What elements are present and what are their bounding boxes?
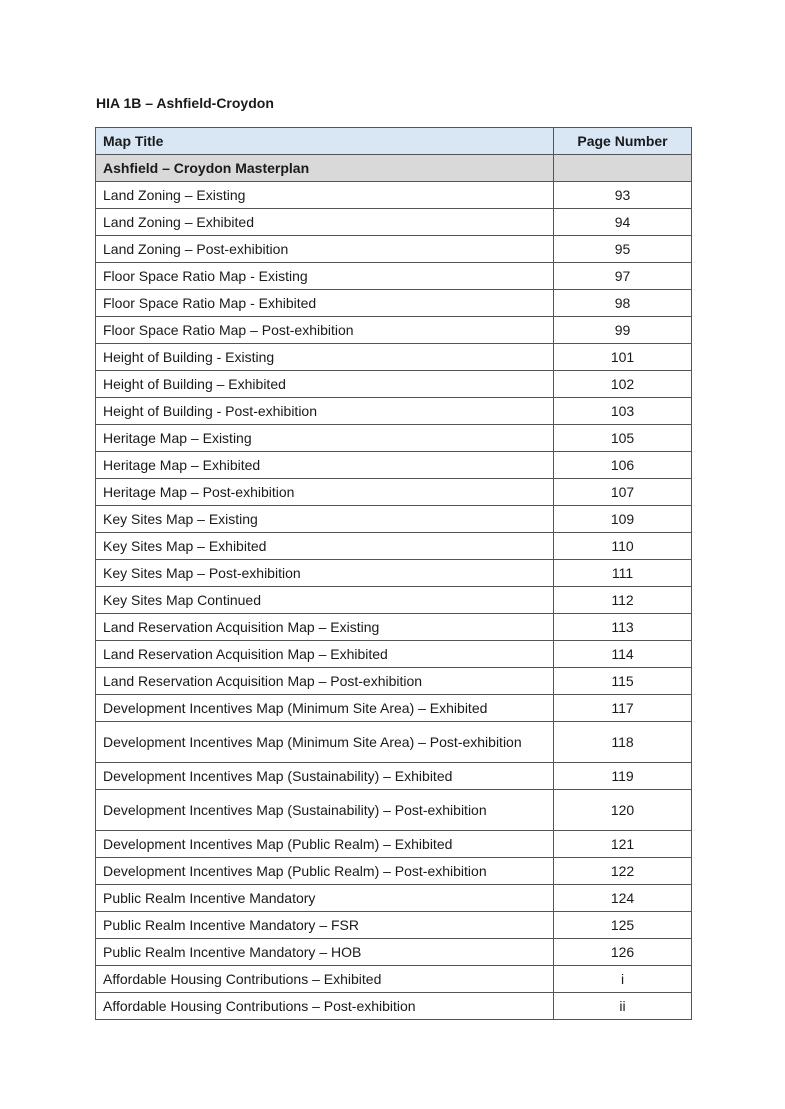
map-title-cell: Development Incentives Map (Sustainability) – Exhibited [96,763,554,790]
page-number-cell: 112 [554,587,692,614]
table-row [96,939,692,966]
table-row [96,912,692,939]
page-number-cell: ii [554,993,692,1020]
page-number-cell: 103 [554,398,692,425]
table-row [96,344,692,371]
table-row [96,425,692,452]
section-row [96,155,692,182]
map-title-cell: Key Sites Map Continued [96,587,554,614]
page-number-cell: 113 [554,614,692,641]
map-title-cell: Key Sites Map – Post-exhibition [96,560,554,587]
table-row [96,290,692,317]
map-title-cell: Development Incentives Map (Minimum Site Area) – Exhibited [96,695,554,722]
page-number-cell: 114 [554,641,692,668]
map-title-cell: Height of Building – Exhibited [96,371,554,398]
table-row [96,668,692,695]
map-title-cell: Land Reservation Acquisition Map – Exhibited [96,641,554,668]
table-row [96,790,692,831]
map-title-cell: Affordable Housing Contributions – Post-exhibition [96,993,554,1020]
page-number-cell: 101 [554,344,692,371]
map-title-cell: Height of Building - Post-exhibition [96,398,554,425]
page-number-cell: 126 [554,939,692,966]
map-title-cell: Development Incentives Map (Minimum Site Area) – Post-exhibition [96,722,554,763]
page-number-cell: 99 [554,317,692,344]
map-title-cell: Key Sites Map – Exhibited [96,533,554,560]
table-row [96,317,692,344]
map-title-cell: Land Zoning – Post-exhibition [96,236,554,263]
page-number-cell: 118 [554,722,692,763]
table-row [96,641,692,668]
page-number-cell: 95 [554,236,692,263]
table-row [96,885,692,912]
page-number-cell: 97 [554,263,692,290]
map-title-cell: Land Reservation Acquisition Map – Existing [96,614,554,641]
table-row [96,398,692,425]
page-number-cell: 109 [554,506,692,533]
map-index-table [95,127,692,1020]
column-header-page-number: Page Number [554,128,692,155]
table-row [96,533,692,560]
table-row [96,452,692,479]
page-number-cell: 94 [554,209,692,236]
page-number-cell: 110 [554,533,692,560]
map-title-cell: Floor Space Ratio Map – Post-exhibition [96,317,554,344]
table-row [96,831,692,858]
table-row [96,560,692,587]
map-title-cell: Public Realm Incentive Mandatory – HOB [96,939,554,966]
map-title-cell: Key Sites Map – Existing [96,506,554,533]
page-number-cell: 117 [554,695,692,722]
page-number-cell: i [554,966,692,993]
table-row [96,506,692,533]
page-number-cell: 111 [554,560,692,587]
table-row [96,236,692,263]
table-row [96,182,692,209]
page-number-cell: 106 [554,452,692,479]
map-title-cell: Floor Space Ratio Map - Existing [96,263,554,290]
table-row [96,722,692,763]
table-row [96,763,692,790]
page-number-cell: 102 [554,371,692,398]
map-title-cell: Development Incentives Map (Public Realm) – Post-exhibition [96,858,554,885]
map-title-cell: Public Realm Incentive Mandatory – FSR [96,912,554,939]
page-number-cell: 119 [554,763,692,790]
page-number-cell: 105 [554,425,692,452]
document-heading: HIA 1B – Ashfield-Croydon [96,95,274,111]
table-row [96,479,692,506]
map-title-cell: Development Incentives Map (Sustainability) – Post-exhibition [96,790,554,831]
map-title-cell: Height of Building - Existing [96,344,554,371]
page-number-cell: 98 [554,290,692,317]
map-title-cell: Land Reservation Acquisition Map – Post-exhibition [96,668,554,695]
table-row [96,371,692,398]
page-number-cell: 93 [554,182,692,209]
map-title-cell: Heritage Map – Existing [96,425,554,452]
table-header-row [96,128,692,155]
table-row [96,695,692,722]
page-number-cell: 115 [554,668,692,695]
section-title: Ashfield – Croydon Masterplan [96,155,554,182]
page-number-cell: 125 [554,912,692,939]
map-title-cell: Public Realm Incentive Mandatory [96,885,554,912]
column-header-map-title: Map Title [96,128,554,155]
map-title-cell: Floor Space Ratio Map - Exhibited [96,290,554,317]
page-number-cell: 121 [554,831,692,858]
table-row [96,614,692,641]
page-number-cell: 107 [554,479,692,506]
page-number-cell: 120 [554,790,692,831]
table-row [96,858,692,885]
table-row [96,587,692,614]
page-number-cell: 124 [554,885,692,912]
map-title-cell: Heritage Map – Exhibited [96,452,554,479]
table-row [96,263,692,290]
section-page [554,155,692,182]
map-title-cell: Land Zoning – Exhibited [96,209,554,236]
map-title-cell: Land Zoning – Existing [96,182,554,209]
table-row [96,993,692,1020]
map-title-cell: Affordable Housing Contributions – Exhibited [96,966,554,993]
table-row [96,966,692,993]
page-number-cell: 122 [554,858,692,885]
table-row [96,209,692,236]
map-title-cell: Heritage Map – Post-exhibition [96,479,554,506]
map-title-cell: Development Incentives Map (Public Realm) – Exhibited [96,831,554,858]
